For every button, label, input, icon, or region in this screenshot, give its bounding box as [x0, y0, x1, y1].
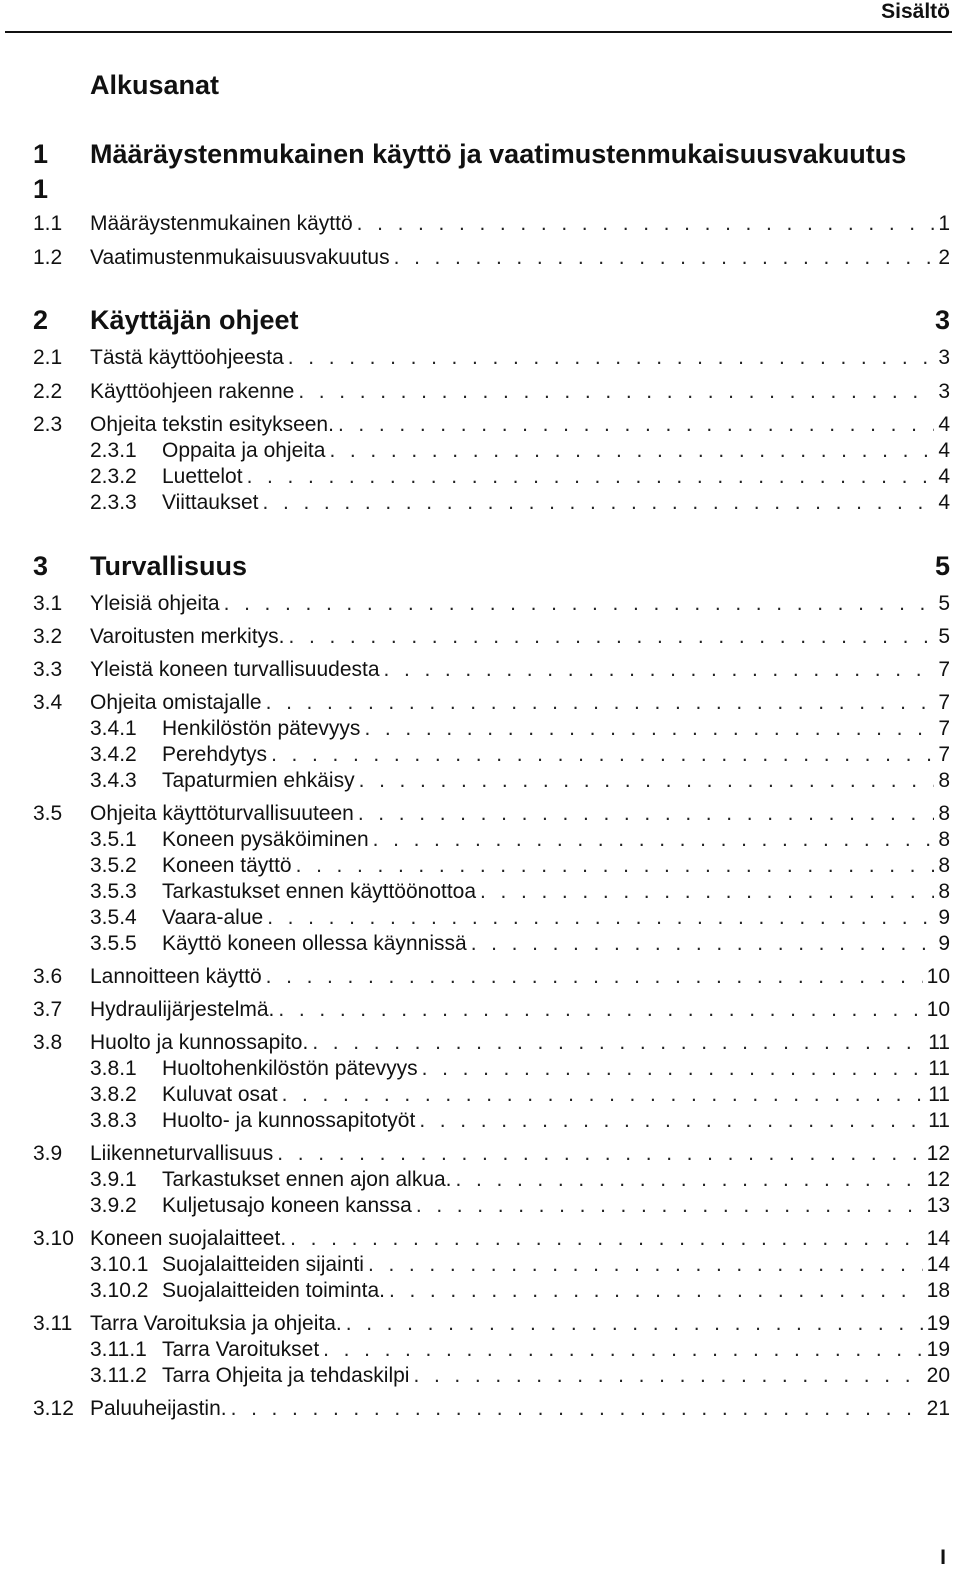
toc-entry-page: 4 [938, 439, 950, 462]
toc-dot-leader [266, 965, 923, 989]
toc-entry-page: 14 [926, 1227, 950, 1250]
toc-entry-number: 3.4.2 [90, 743, 137, 766]
toc-entry-number: 1.1 [33, 212, 63, 235]
toc-entry-title: Käyttö koneen ollessa käynnissä [162, 932, 467, 955]
toc-entry-number: 2 [33, 305, 49, 335]
toc-entry-title: Tarra Varoituksia ja ohjeita. [90, 1312, 342, 1335]
toc-entry-page: 12 [926, 1168, 950, 1191]
toc-entry-page: 11 [928, 1109, 950, 1132]
toc-dot-leader [288, 346, 935, 370]
toc-preface-title: Alkusanat [90, 70, 220, 100]
toc-entry-page: 8 [938, 802, 950, 825]
toc-entry-number: 3.9.2 [90, 1194, 137, 1217]
toc-dot-leader [422, 1057, 925, 1081]
toc-entry-page: 3 [934, 305, 950, 335]
toc-entry-number: 3.7 [33, 998, 63, 1021]
toc-entry-page: 11 [928, 1083, 950, 1106]
toc-dot-leader [312, 1031, 924, 1055]
header-divider [5, 31, 952, 33]
toc-dot-leader [389, 1279, 923, 1303]
toc-entry-page: 11 [928, 1057, 950, 1080]
toc-dot-leader [368, 1253, 923, 1277]
toc-entry-title: Viittaukset [162, 491, 259, 514]
toc-dot-leader [267, 906, 934, 930]
toc-dot-leader [419, 1109, 924, 1133]
toc-entry-title: Paluuheijastin. [90, 1397, 227, 1420]
toc-entry-page: 7 [938, 658, 950, 681]
toc-entry-number: 3.8 [33, 1031, 63, 1054]
toc-dot-leader [357, 212, 935, 236]
toc-dot-leader [338, 413, 934, 437]
toc-dot-leader [416, 1194, 923, 1218]
toc-entry-title: Huolto- ja kunnossapitotyöt [162, 1109, 416, 1132]
toc-dot-leader [277, 1142, 922, 1166]
toc-entry-number: 3.11.2 [90, 1364, 147, 1387]
toc-entry-number: 3.10.2 [90, 1279, 149, 1302]
toc-entry-page: 18 [926, 1279, 950, 1302]
toc-entry-title: Tapaturmien ehkäisy [162, 769, 355, 792]
toc-entry-title: Käyttöohjeen rakenne [90, 380, 295, 403]
toc-dot-leader [456, 1168, 923, 1192]
toc-entry-title: Ohjeita käyttöturvallisuuteen [90, 802, 354, 825]
toc-entry-page: 19 [926, 1312, 950, 1335]
toc-dot-leader [231, 1397, 923, 1421]
toc-entry-number: 3.10 [33, 1227, 74, 1250]
toc-entry-title: Koneen suojalaitteet. [90, 1227, 287, 1250]
toc-entry-number: 3.5.5 [90, 932, 137, 955]
toc-entry-page: 19 [926, 1338, 950, 1361]
toc-entry-title: Kuluvat osat [162, 1083, 278, 1106]
toc-entry-page: 7 [938, 743, 950, 766]
toc-entry-number: 3.10.1 [90, 1253, 149, 1276]
toc-entry-page: 7 [938, 717, 950, 740]
toc-entry-number: 2.2 [33, 380, 63, 403]
toc-entry-title: Suojalaitteiden toiminta. [162, 1279, 385, 1302]
toc-entry-title: Yleistä koneen turvallisuudesta [90, 658, 380, 681]
toc-entry-number: 2.1 [33, 346, 63, 369]
toc-entry-title: Tarra Varoitukset [162, 1338, 320, 1361]
toc-entry-title: Huolto ja kunnossapito. [90, 1031, 309, 1054]
toc-entry-number: 2.3.2 [90, 465, 137, 488]
header-section-label: Sisältö [881, 0, 950, 23]
toc-entry-title: Huoltohenkilöstön pätevyys [162, 1057, 418, 1080]
toc-entry-number: 3.12 [33, 1397, 74, 1420]
toc-entry-title: Liikenneturvallisuus [90, 1142, 274, 1165]
toc-entry-title: Ohjeita omistajalle [90, 691, 262, 714]
toc-entry-number: 3.8.3 [90, 1109, 137, 1132]
toc-entry-title: Henkilöstön pätevyys [162, 717, 361, 740]
toc-entry-number: 3.11 [33, 1312, 73, 1335]
toc-entry-title: Varoitusten merkitys. [90, 625, 285, 648]
toc-chapter-1-title: Määräystenmukainen käyttö ja vaatimustenmukaisuusvakuutus [90, 139, 907, 169]
toc-entry-number: 2.3.1 [90, 439, 137, 462]
toc-entry-number: 3.8.1 [90, 1057, 137, 1080]
toc-dot-leader [289, 625, 935, 649]
toc-dot-leader [224, 592, 935, 616]
toc-entry-number: 3.4.1 [90, 717, 137, 740]
toc-entry-title: Luettelot [162, 465, 243, 488]
toc-chapter-1-number: 1 [33, 139, 49, 169]
toc-entry-page: 8 [938, 769, 950, 792]
footer-page-number: I [940, 1546, 946, 1569]
toc-entry-title: Vaara-alue [162, 906, 264, 929]
toc-dot-leader [480, 880, 934, 904]
toc-entry-number: 3.6 [33, 965, 63, 988]
toc-entry-number: 3.4.3 [90, 769, 137, 792]
toc-dot-leader [359, 769, 935, 793]
toc-dot-leader [413, 1364, 922, 1388]
toc-entry-title: Koneen täyttö [162, 854, 292, 877]
toc-entry-title: Tarra Ohjeita ja tehdaskilpi [162, 1364, 410, 1387]
toc-entry-number: 3.5.1 [90, 828, 137, 851]
toc-entry-page: 1 [938, 212, 950, 235]
toc-dot-leader [263, 491, 935, 515]
toc-entry-number: 3.9.1 [90, 1168, 137, 1191]
toc-dot-leader [247, 465, 935, 489]
toc-entry-number: 3.8.2 [90, 1083, 137, 1106]
toc-entry-number: 3.5.3 [90, 880, 137, 903]
toc-entry-number: 2.3.3 [90, 491, 137, 514]
toc-entry-title: Suojalaitteiden sijainti [162, 1253, 364, 1276]
toc-entry-number: 1.2 [33, 246, 63, 269]
toc-dot-leader [471, 932, 935, 956]
toc-entry-title: Tarkastukset ennen käyttöönottoa [162, 880, 477, 903]
toc-entry-number: 3.5 [33, 802, 63, 825]
toc-entry-title: Tästä käyttöohjeesta [90, 346, 284, 369]
toc-dot-leader [358, 802, 935, 826]
toc-entry-number: 3.5.4 [90, 906, 137, 929]
toc-entry-page: 10 [926, 965, 950, 988]
toc-entry-page: 5 [938, 625, 950, 648]
toc-entry-title: Määräystenmukainen käyttö [90, 212, 353, 235]
toc-entry-page: 3 [938, 380, 950, 403]
toc-chapter-1-page: 1 [33, 174, 49, 204]
toc-dot-leader [278, 998, 922, 1022]
toc-entry-number: 3 [33, 551, 49, 581]
toc-entry-page: 4 [938, 465, 950, 488]
toc-entry-title: Ohjeita tekstin esitykseen. [90, 413, 334, 436]
toc-entry-page: 2 [938, 246, 950, 269]
toc-entry-page: 4 [938, 491, 950, 514]
toc-entry-title: Turvallisuus [90, 551, 248, 581]
toc-dot-leader [346, 1312, 923, 1336]
toc-entry-title: Perehdytys [162, 743, 268, 766]
toc-dot-leader [364, 717, 934, 741]
toc-entry-page: 8 [938, 880, 950, 903]
toc-entry-title: Kuljetusajo koneen kanssa [162, 1194, 412, 1217]
toc-dot-leader [290, 1227, 922, 1251]
toc-dot-leader [296, 854, 935, 878]
toc-entry-title: Koneen pysäköiminen [162, 828, 369, 851]
toc-entry-title: Hydraulijärjestelmä. [90, 998, 275, 1021]
toc-entry-title: Käyttäjän ohjeet [90, 305, 299, 335]
toc-dot-leader [373, 828, 935, 852]
toc-entry-number: 3.11.1 [90, 1338, 147, 1361]
toc-dot-leader [329, 439, 934, 463]
toc-dot-leader [266, 691, 935, 715]
toc-dot-leader [271, 743, 934, 767]
toc-entry-title: Yleisiä ohjeita [90, 592, 220, 615]
toc-entry-page: 8 [938, 828, 950, 851]
toc-entry-page: 5 [938, 592, 950, 615]
toc-entry-number: 3.4 [33, 691, 63, 714]
toc-entry-title: Oppaita ja ohjeita [162, 439, 326, 462]
toc-entry-page: 14 [926, 1253, 950, 1276]
toc-dot-leader [384, 658, 935, 682]
toc-entry-number: 3.2 [33, 625, 63, 648]
toc-entry-page: 10 [926, 998, 950, 1021]
toc-entry-title: Tarkastukset ennen ajon alkua. [162, 1168, 452, 1191]
toc-entry-number: 3.1 [33, 592, 63, 615]
toc-entry-title: Vaatimustenmukaisuusvakuutus [90, 246, 390, 269]
toc-entry-page: 9 [938, 906, 950, 929]
toc-dot-leader [282, 1083, 925, 1107]
toc-entry-page: 8 [938, 854, 950, 877]
toc-entry-page: 3 [938, 346, 950, 369]
toc-entry-number: 3.3 [33, 658, 63, 681]
toc-dot-leader [394, 246, 935, 270]
toc-entry-page: 4 [938, 413, 950, 436]
toc-entry-page: 21 [926, 1397, 950, 1420]
toc-entry-page: 9 [938, 932, 950, 955]
toc-entry-page: 11 [928, 1031, 950, 1054]
toc-entry-number: 3.5.2 [90, 854, 137, 877]
toc-entry-page: 7 [938, 691, 950, 714]
toc-entry-page: 20 [926, 1364, 950, 1387]
toc-entry-page: 5 [934, 551, 950, 581]
toc-dot-leader [323, 1338, 922, 1362]
toc-dot-leader [298, 380, 934, 404]
toc-entry-page: 13 [926, 1194, 950, 1217]
toc-entry-page: 12 [926, 1142, 950, 1165]
toc-entry-number: 2.3 [33, 413, 63, 436]
toc-entry-number: 3.9 [33, 1142, 63, 1165]
toc-entry-title: Lannoitteen käyttö [90, 965, 262, 988]
